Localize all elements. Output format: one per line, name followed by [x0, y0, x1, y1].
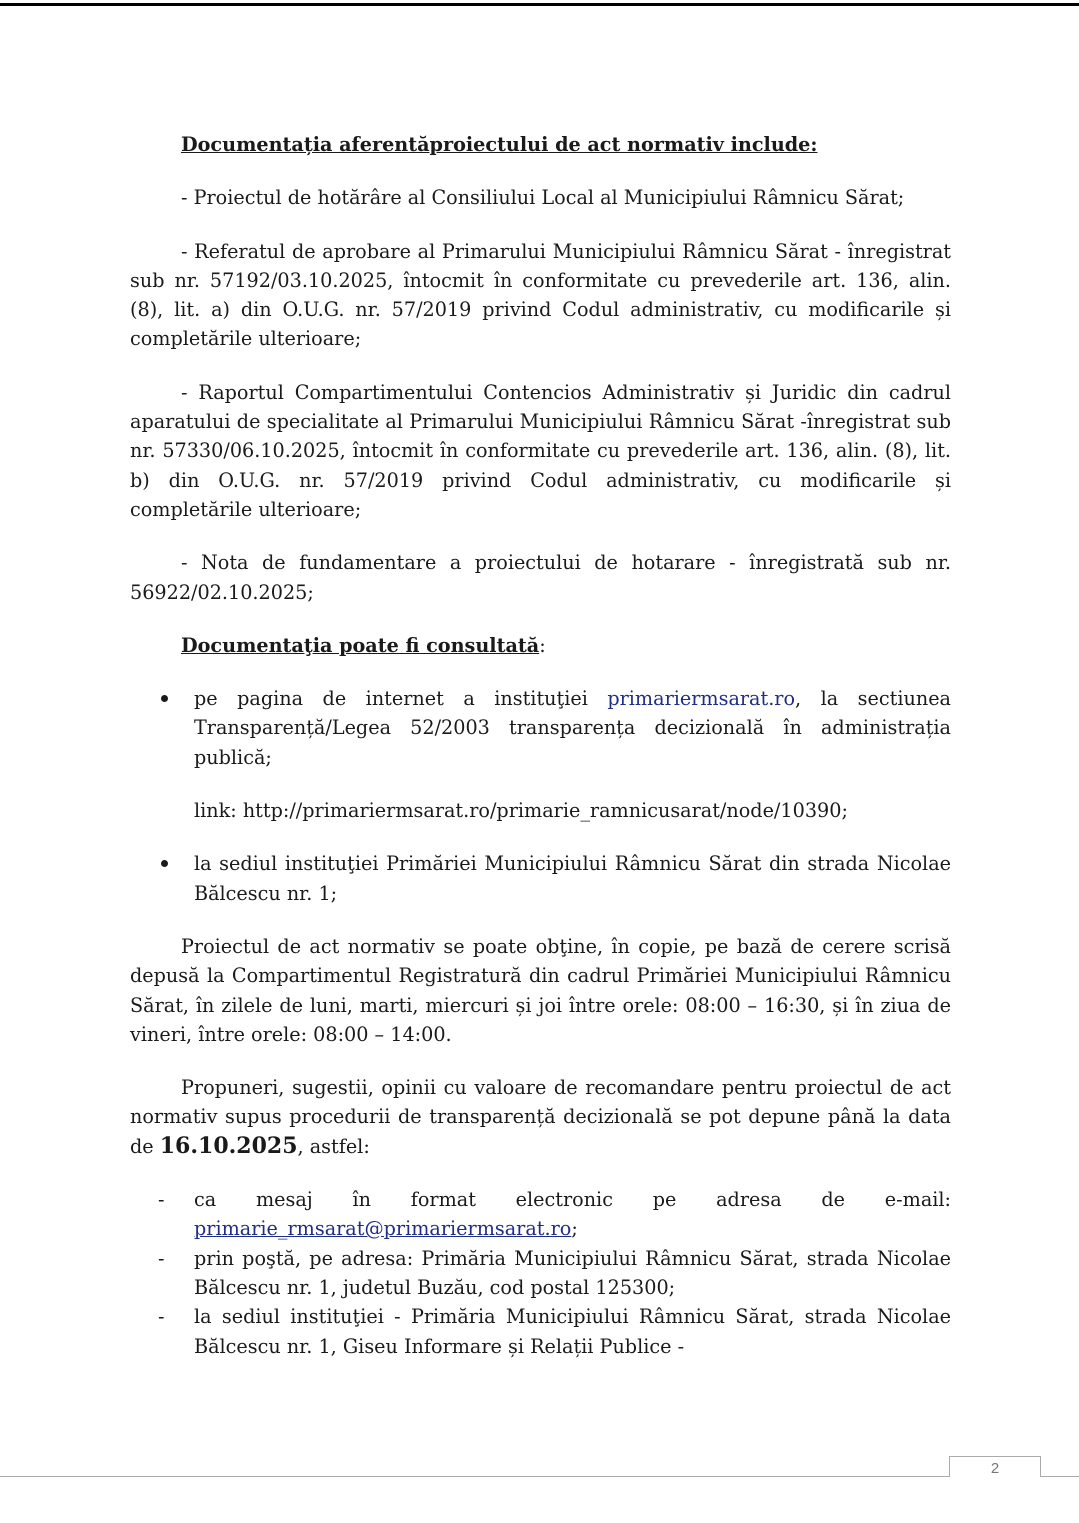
doc-item-referat: - Referatul de aprobare al Primarului Municipiului Râmnicu Sărat - înregistrat sub nr. 57192/03.10.2025, întocmit în conformitate cu prevederile art. 136, alin. (8), lit. a) din O.U.G. nr. 57/2019 privind Codul administrativ, cu modificarile și completările ulterioare;	[130, 239, 951, 351]
doc-item-project: - Proiectul de hotărâre al Consiliului Local al Municipiului Râmnicu Sărat;	[181, 186, 905, 210]
doc-item-raport: - Raportul Compartimentului Contencios Administrativ și Juridic din cadrul aparatului de specialitate al Primarului Municipiului Râmnicu Sărat -înregistrat sub nr. 57330/06.10.2025, întocmit în conformitate cu prevederile art. 136, alin. (8), lit. b) din O.U.G. nr. 57/2019 privind Codul administrativ, cu modificarile și completările ulterioare;	[130, 380, 951, 521]
top-border-rule	[0, 3, 1079, 6]
dash-marker: -	[158, 1305, 165, 1329]
email-link[interactable]: primarie_rmsarat@primariermsarat.ro	[194, 1217, 572, 1241]
document-page	[130, 130, 951, 1361]
submission-item-office: - la sediul instituţiei - Primăria Municipiului Râmnicu Sărat, strada Nicolae Bălcescu nr. 1, Giseu Informare și Relații Publice -	[130, 1302, 951, 1361]
copy-request-paragraph: Proiectul de act normativ se poate obţine, în copie, pe bază de cerere scrisă depusă la Compartimentul Registratură din cadrul Primăriei Municipiului Râmnicu Sărat, în zilele de luni, marti, miercuri și joi între orele: 08:00 – 16:30, și în ziua de vineri, între orele: 08:00 – 14:00.	[130, 934, 951, 1046]
consult-list-2	[130, 849, 951, 908]
website-link[interactable]: primariermsarat.ro	[607, 687, 796, 711]
submission-item-email: - ca mesaj în format electronic pe adresa de e-mail: primarie_rmsarat@primariermsarat.ro;	[130, 1185, 951, 1244]
bullet-icon	[158, 684, 178, 713]
consult-heading-colon: :	[539, 633, 546, 657]
dash-marker: -	[158, 1246, 165, 1270]
submission-item-post: - prin poştă, pe adresa: Primăria Municipiului Râmnicu Sărat, strada Nicolae Bălcescu nr. 1, judetul Buzău, cod postal 125300;	[130, 1244, 951, 1303]
consult-website-url[interactable]: link: http://primariermsarat.ro/primarie_ramnicusarat/node/10390;	[194, 799, 848, 823]
consult-heading-text: Documentaţia poate fi consultată	[181, 633, 540, 657]
doc-item-nota: - Nota de fundamentare a proiectului de hotarare - înregistrată sub nr. 56922/02.10.2025;	[130, 551, 951, 604]
consult-item-office: la sediul instituţiei Primăriei Municipiului Râmnicu Sărat din strada Nicolae Bălcescu nr. 1;	[130, 849, 951, 908]
consult-item-website: pe pagina de internet a instituţiei primariermsarat.ro, la sectiunea Transparență/Legea 52/2003 transparența decizională în administrația publică;	[130, 684, 951, 772]
deadline-date: 16.10.2025	[159, 1132, 298, 1159]
footer-rule-right	[1040, 1476, 1079, 1477]
page-number: 2	[949, 1456, 1041, 1477]
footer-rule-left	[0, 1476, 949, 1477]
dash-marker: -	[158, 1188, 165, 1212]
section-heading-consult	[130, 631, 951, 660]
bullet-icon	[158, 849, 178, 878]
proposals-paragraph: Propuneri, sugestii, opinii cu valoare de recomandare pentru proiectul de act normativ supus procedurii de transparență decizională se pot depune până la data de 16.10.2025, astfel:	[130, 1076, 951, 1159]
section-heading-documentation: Documentația aferentăproiectului de act normativ include:	[181, 133, 818, 156]
consult-list	[130, 684, 951, 772]
submission-list	[130, 1185, 951, 1361]
